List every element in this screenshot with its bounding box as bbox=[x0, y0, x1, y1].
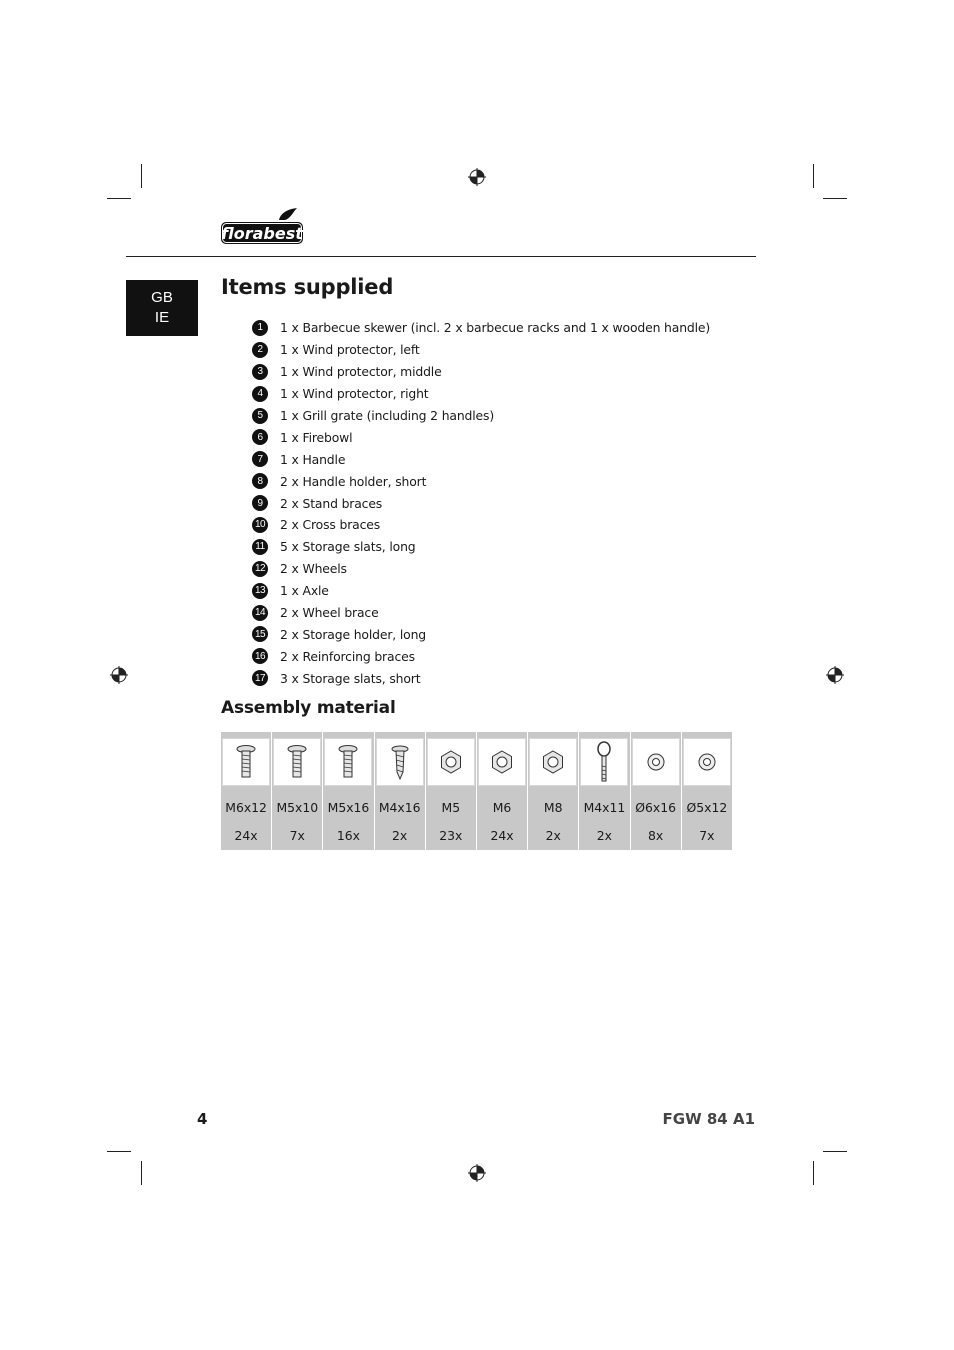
item-text: 2 x Stand braces bbox=[280, 495, 383, 511]
crop-mark bbox=[813, 164, 814, 188]
list-item bbox=[252, 645, 772, 667]
list-item bbox=[252, 536, 772, 558]
part-size: M4x11 bbox=[579, 792, 630, 820]
item-number-badge: 4 bbox=[252, 386, 268, 402]
list-item bbox=[252, 426, 772, 448]
logo-text: florabest bbox=[221, 224, 303, 243]
list-item bbox=[252, 514, 772, 536]
item-text: 1 x Wind protector, left bbox=[280, 342, 420, 358]
item-text: 5 x Storage slats, long bbox=[280, 539, 416, 555]
list-item bbox=[252, 667, 772, 689]
list-item bbox=[252, 580, 772, 602]
wood-screw-icon bbox=[376, 738, 424, 786]
part-size: M4x16 bbox=[375, 792, 426, 820]
crop-mark bbox=[823, 198, 847, 199]
item-number-badge: 15 bbox=[252, 626, 268, 642]
item-number-badge: 16 bbox=[252, 648, 268, 664]
item-number-badge: 17 bbox=[252, 670, 268, 686]
part-size: Ø6x16 bbox=[631, 792, 682, 820]
part-quantity: 8x bbox=[631, 820, 682, 850]
list-item bbox=[252, 361, 772, 383]
item-text: 2 x Wheels bbox=[280, 561, 347, 577]
registration-mark-icon bbox=[468, 1164, 486, 1182]
item-number-badge: 12 bbox=[252, 561, 268, 577]
item-number-badge: 6 bbox=[252, 429, 268, 445]
part-image-cell bbox=[579, 732, 630, 792]
part-size: M5x10 bbox=[272, 792, 323, 820]
part-size: Ø5x12 bbox=[686, 799, 728, 815]
page-number: 4 bbox=[197, 1110, 208, 1128]
list-item bbox=[252, 492, 772, 514]
item-number-badge: 9 bbox=[252, 495, 268, 511]
list-item bbox=[252, 470, 772, 492]
part-quantity: 2x bbox=[528, 820, 579, 850]
florabest-logo bbox=[221, 208, 305, 246]
item-text: 2 x Cross braces bbox=[280, 517, 381, 533]
crop-mark bbox=[107, 1151, 131, 1152]
part-image-cell bbox=[375, 732, 426, 792]
list-item bbox=[252, 623, 772, 645]
part-image-cell bbox=[272, 732, 323, 792]
item-text: 1 x Barbecue skewer (incl. 2 x barbecue racks and 1 x wooden handle) bbox=[280, 320, 711, 336]
item-text: 2 x Reinforcing braces bbox=[280, 648, 415, 664]
list-item bbox=[252, 317, 772, 339]
part-size: M5 bbox=[426, 792, 477, 820]
assembly-material-table bbox=[221, 732, 732, 852]
washer-icon bbox=[632, 738, 680, 786]
part-size: M6x12 bbox=[221, 792, 272, 820]
crop-mark bbox=[141, 164, 142, 188]
item-text: 2 x Wheel brace bbox=[280, 605, 379, 621]
part-image-cell bbox=[528, 732, 579, 792]
list-item bbox=[252, 448, 772, 470]
part-quantity: 7x bbox=[699, 827, 715, 843]
item-text: 1 x Firebowl bbox=[280, 429, 353, 445]
item-text: 1 x Handle bbox=[280, 451, 346, 467]
item-number-badge: 13 bbox=[252, 583, 268, 599]
part-size: M6 bbox=[477, 792, 528, 820]
item-number-badge: 10 bbox=[252, 517, 268, 533]
crop-mark bbox=[813, 1161, 814, 1185]
registration-mark-icon bbox=[826, 666, 844, 684]
part-image-cell bbox=[477, 732, 528, 792]
item-text: 2 x Storage holder, long bbox=[280, 626, 426, 642]
item-number-badge: 5 bbox=[252, 408, 268, 424]
screw-icon bbox=[273, 738, 321, 786]
registration-mark-icon bbox=[110, 666, 128, 684]
part-size: M5x16 bbox=[323, 792, 374, 820]
list-item bbox=[252, 602, 772, 624]
part-quantity: 23x bbox=[426, 820, 477, 850]
nut-icon bbox=[478, 738, 526, 786]
list-item bbox=[252, 383, 772, 405]
part-quantity: 7x bbox=[272, 820, 323, 850]
registration-mark-icon bbox=[468, 168, 486, 186]
list-item bbox=[252, 339, 772, 361]
part-image-cell bbox=[323, 732, 374, 792]
part-image-cell bbox=[631, 732, 682, 792]
part-quantity: 16x bbox=[323, 820, 374, 850]
item-number-badge: 8 bbox=[252, 473, 268, 489]
item-number-badge: 11 bbox=[252, 539, 268, 555]
part-quantity: 2x bbox=[375, 820, 426, 850]
nut-icon bbox=[427, 738, 475, 786]
part-quantity: 24x bbox=[477, 820, 528, 850]
item-text: 1 x Wind protector, middle bbox=[280, 364, 442, 380]
crop-mark bbox=[107, 198, 131, 199]
screw-icon bbox=[222, 738, 270, 786]
items-supplied-list bbox=[252, 317, 772, 689]
item-number-badge: 1 bbox=[252, 320, 268, 336]
nut-icon bbox=[529, 738, 577, 786]
list-item bbox=[252, 405, 772, 427]
item-text: 1 x Grill grate (including 2 handles) bbox=[280, 408, 495, 423]
model-number: FGW 84 A1 bbox=[662, 1110, 755, 1128]
header-rule bbox=[126, 256, 756, 257]
part-image-cell bbox=[682, 732, 732, 792]
items-supplied-title: Items supplied bbox=[221, 275, 394, 299]
assembly-material-title: Assembly material bbox=[221, 698, 396, 718]
item-text: 1 x Wind protector, right bbox=[280, 386, 429, 402]
list-item bbox=[252, 558, 772, 580]
crop-mark bbox=[141, 1161, 142, 1185]
eye-bolt-icon bbox=[580, 738, 628, 786]
item-number-badge: 7 bbox=[252, 451, 268, 467]
part-size: M8 bbox=[528, 792, 579, 820]
item-text: 3 x Storage slats, short bbox=[280, 670, 421, 686]
item-text: 2 x Handle holder, short bbox=[280, 473, 427, 489]
part-image-cell bbox=[221, 732, 272, 792]
item-number-badge: 2 bbox=[252, 342, 268, 358]
language-tab bbox=[126, 280, 198, 336]
part-quantity: 2x bbox=[579, 820, 630, 850]
item-text: 1 x Axle bbox=[280, 583, 329, 599]
item-number-badge: 3 bbox=[252, 364, 268, 380]
language-code-gb: GB bbox=[151, 289, 173, 306]
screw-icon bbox=[324, 738, 372, 786]
crop-mark bbox=[823, 1151, 847, 1152]
washer-icon bbox=[683, 738, 731, 786]
part-quantity: 24x bbox=[221, 820, 272, 850]
part-image-cell bbox=[426, 732, 477, 792]
item-number-badge: 14 bbox=[252, 605, 268, 621]
language-code-ie: IE bbox=[154, 309, 170, 326]
